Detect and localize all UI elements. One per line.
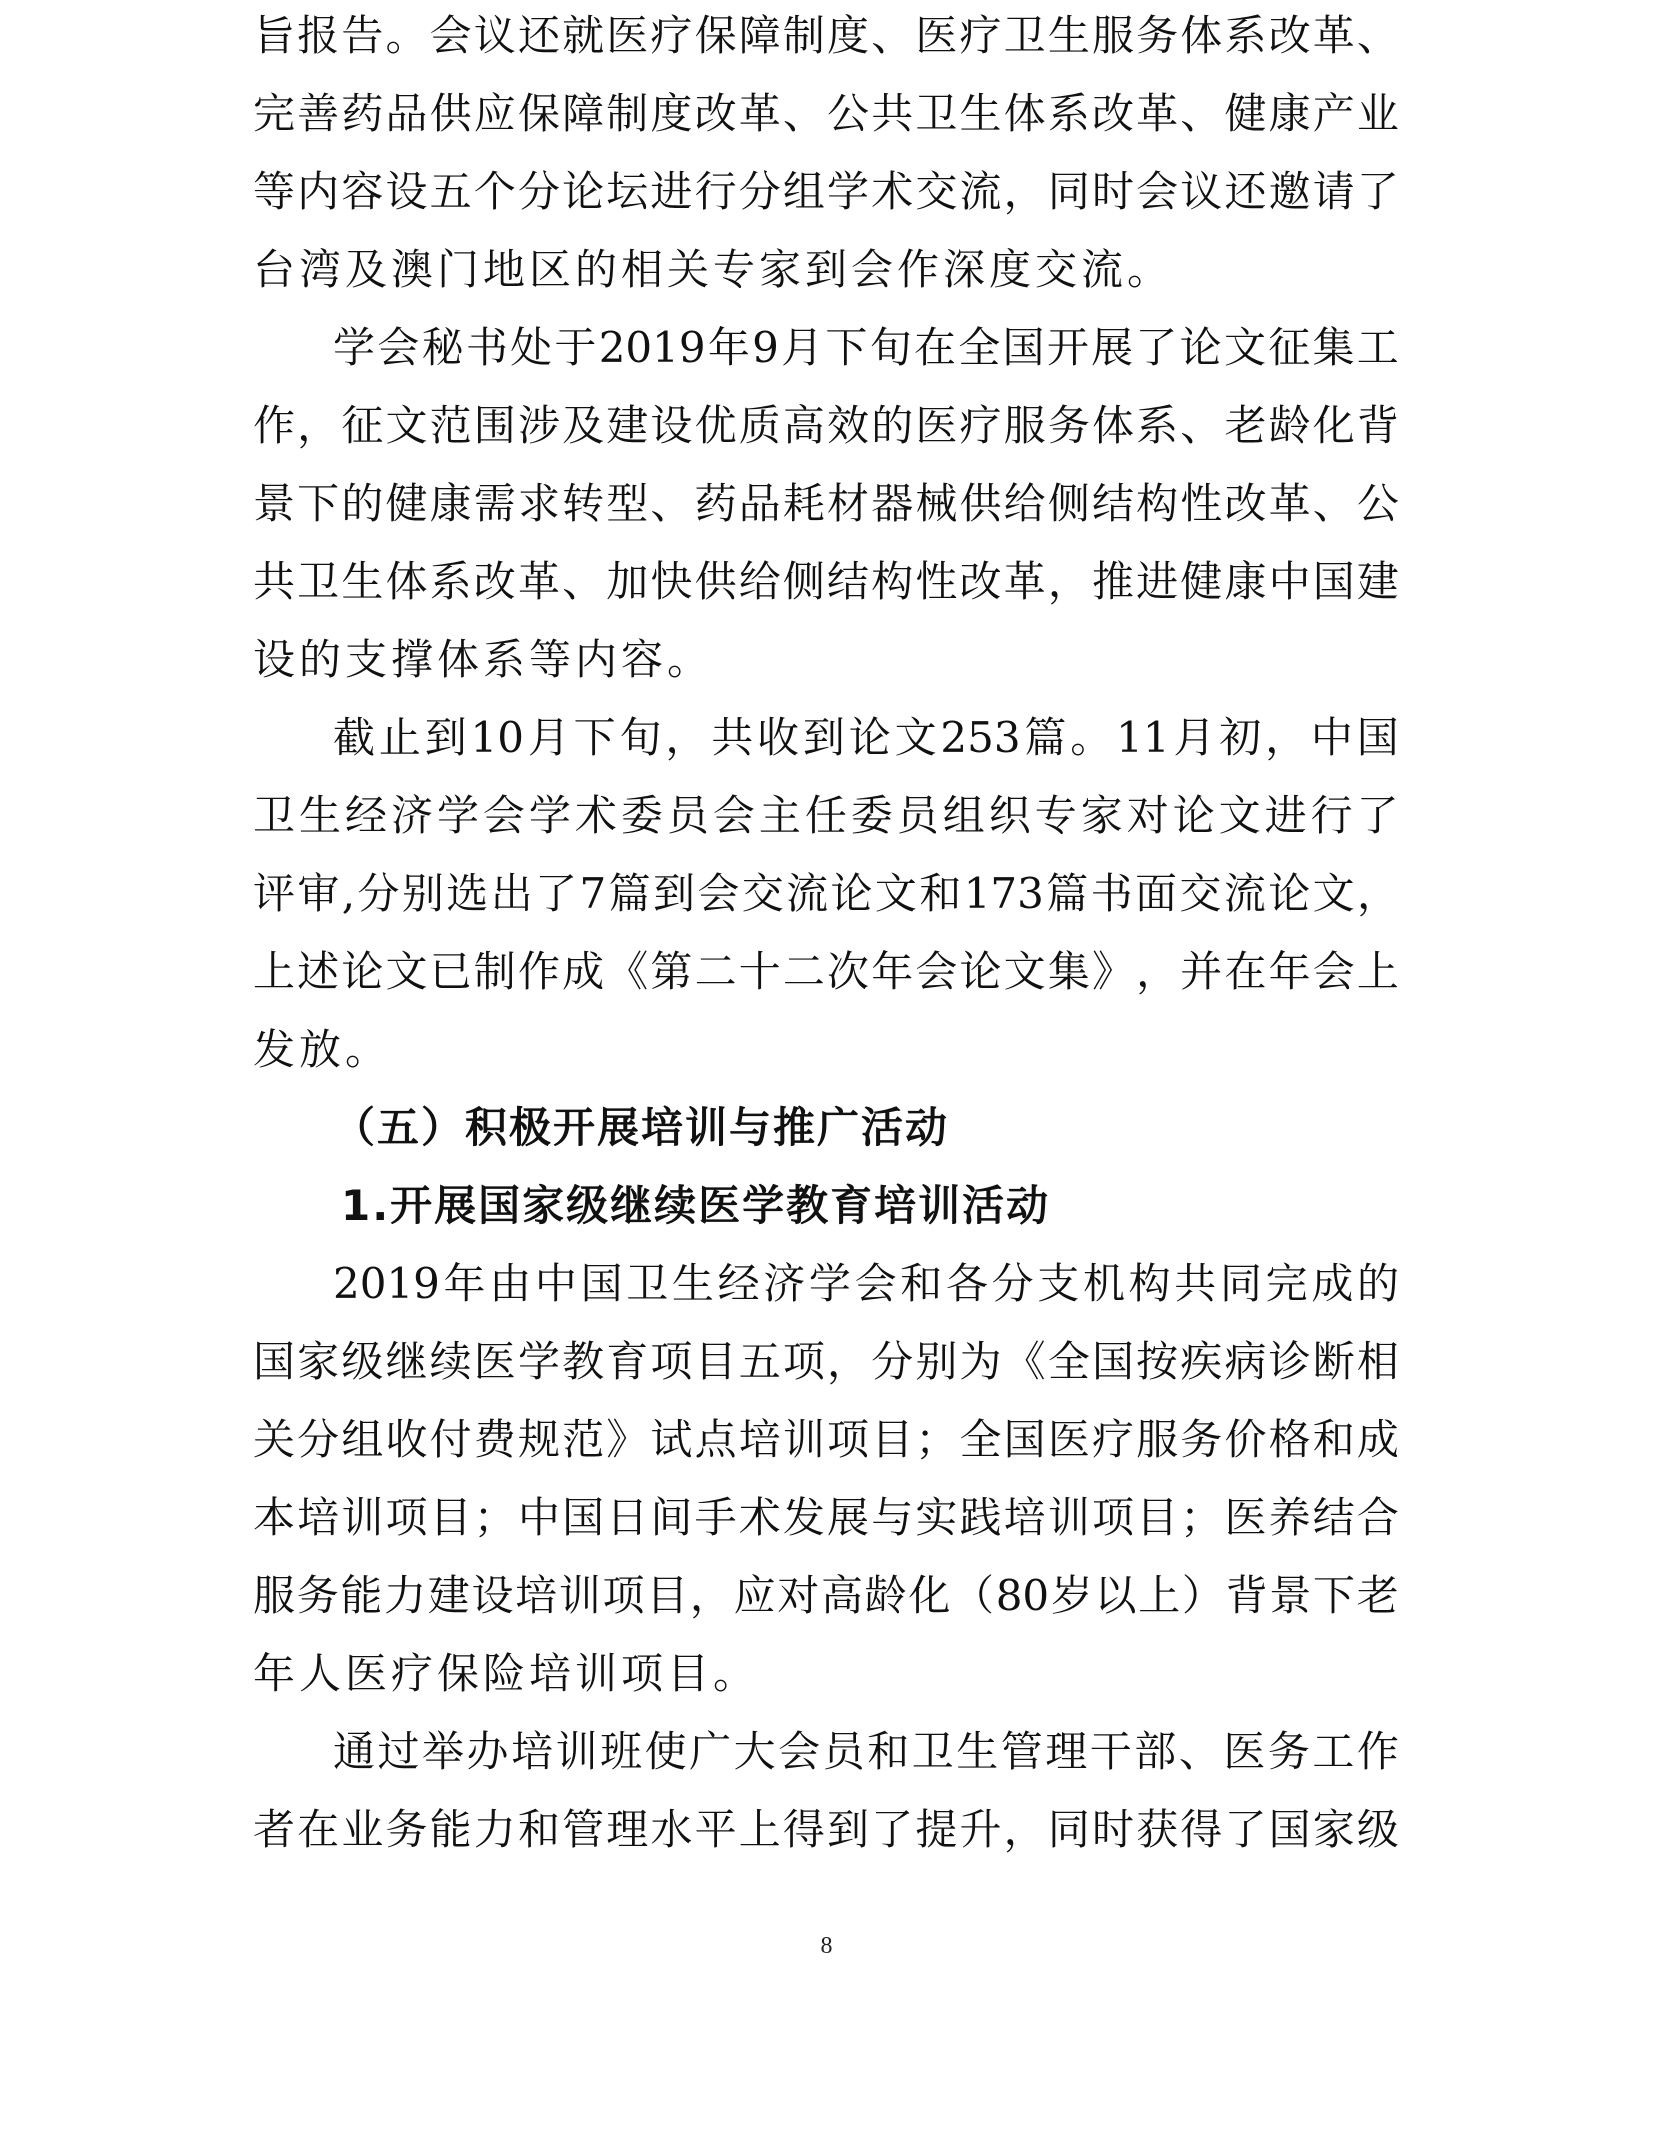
paragraph-line: 评 审 , 分 别 选 出 了 7 篇 到 会 交 流 论 文 和 173 篇 书 面 交 流 论 文 ，	[253, 869, 1399, 918]
paragraph-line: 截 止 到 10 月 下 旬 ， 共 收 到 论 文 253 篇 。 11 月 初 ， 中 国	[333, 713, 1399, 762]
paragraph-line: 上 述 论 文 已 制 作 成 《 第 二 十 二 次 年 会 论 文 集 》 ， 并 在 年 会 上	[253, 947, 1399, 996]
paragraph-line: 旨 报 告 。 会 议 还 就 医 疗 保 障 制 度 、 医 疗 卫 生 服 务 体 系 改 革 、	[253, 11, 1399, 60]
paragraph-line: 通 过 举 办 培 训 班 使 广 大 会 员 和 卫 生 管 理 干 部 、 医 务 工 作	[333, 1727, 1399, 1776]
paragraph-line: 者 在 业 务 能 力 和 管 理 水 平 上 得 到 了 提 升 ， 同 时 获 得 了 国 家 级	[253, 1805, 1399, 1854]
paragraph-line: 关 分 组 收 付 费 规 范 》 试 点 培 训 项 目 ； 全 国 医 疗 服 务 价 格 和 成	[253, 1415, 1399, 1464]
paragraph-line: 本 培 训 项 目 ； 中 国 日 间 手 术 发 展 与 实 践 培 训 项 目 ； 医 养 结 合	[253, 1493, 1399, 1542]
paragraph-line: 2019 年 由 中 国 卫 生 经 济 学 会 和 各 分 支 机 构 共 同 完 成 的	[333, 1259, 1399, 1308]
subsection-heading: 1.开展国家级继续医学教育培训活动	[341, 1181, 1051, 1230]
paragraph-line: 学 会 秘 书 处 于 2019 年 9 月 下 旬 在 全 国 开 展 了 论 文 征 集 工	[333, 323, 1399, 372]
paragraph-line: 年人医疗保险培训项目。	[253, 1649, 760, 1698]
paragraph-line: 台湾及澳门地区的相关专家到会作深度交流。	[253, 245, 1174, 294]
paragraph-line: 共 卫 生 体 系 改 革 、 加 快 供 给 侧 结 构 性 改 革 ， 推 进 健 康 中 国 建	[253, 557, 1399, 606]
section-heading: （五）积极开展培训与推广活动	[333, 1103, 950, 1152]
paragraph-line: 景 下 的 健 康 需 求 转 型 、 药 品 耗 材 器 械 供 给 侧 结 构 性 改 革 、 公	[253, 479, 1399, 528]
paragraph-line: 发放。	[253, 1025, 392, 1074]
paragraph-line: 完 善 药 品 供 应 保 障 制 度 改 革 、 公 共 卫 生 体 系 改 革 、 健 康 产 业	[253, 89, 1399, 138]
paragraph-line: 国 家 级 继 续 医 学 教 育 项 目 五 项 ， 分 别 为 《 全 国 按 疾 病 诊 断 相	[253, 1337, 1399, 1386]
paragraph-line: 服 务 能 力 建 设 培 训 项 目 ， 应 对 高 龄 化 （ 80 岁 以 上 ） 背 景 下 老	[253, 1571, 1399, 1620]
paragraph-line: 卫 生 经 济 学 会 学 术 委 员 会 主 任 委 员 组 织 专 家 对 论 文 进 行 了	[253, 791, 1399, 840]
paragraph-line: 设的支撑体系等内容。	[253, 635, 714, 684]
paragraph-line: 等 内 容 设 五 个 分 论 坛 进 行 分 组 学 术 交 流 ， 同 时 会 议 还 邀 请 了	[253, 167, 1399, 216]
paragraph-line: 作 ， 征 文 范 围 涉 及 建 设 优 质 高 效 的 医 疗 服 务 体 系 、 老 龄 化 背	[253, 401, 1399, 450]
page-number: 8	[820, 1933, 833, 1959]
